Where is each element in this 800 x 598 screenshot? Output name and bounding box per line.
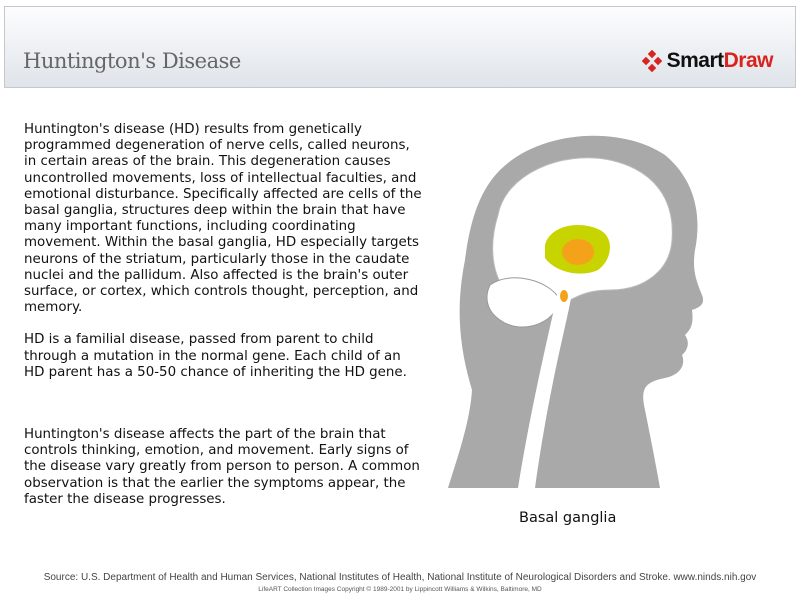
striatum-highlight xyxy=(562,239,594,265)
page-title: Huntington's Disease xyxy=(23,49,241,73)
illustration-caption: Basal ganglia xyxy=(519,510,617,526)
header-banner xyxy=(4,6,796,88)
copyright-note: LifeART Collection Images Copyright © 1989-2001 by Lippincott Williams & Wilkins, Baltimore, MD xyxy=(258,586,542,593)
intro-paragraph: Huntington's disease (HD) results from genetically programmed degeneration of nerve cells, called neurons, in certain areas of the brain. This degeneration causes uncontrolled movements, loss of intellectual faculties, and emotional disturbance. Specifically affected are cells of the basal ganglia, structures deep within the brain that have many important functions, including coordinating movement. Within the basal ganglia, HD especially targets neurons of the striatum, particularly those in the caudate nuclei and the pallidum. Also affected is the brain's outer surface, or cortex, which controls thought, perception, and memory. xyxy=(24,122,422,316)
symptoms-paragraph: Huntington's disease affects the part of the brain that controls thinking, emotion, and movement. Early signs of the disease vary greatly from person to person. A common observation is that the earlier the symptoms appear, the faster the disease progresses. xyxy=(24,427,420,507)
head-brain-illustration xyxy=(440,120,710,495)
logo-draw: Draw xyxy=(723,49,773,72)
genetics-paragraph: HD is a familial disease, passed from parent to child through a mutation in the normal gene. Each child of an HD parent has a 50-50 chance of inheriting the HD gene. xyxy=(24,332,407,380)
nucleus-highlight xyxy=(560,290,568,302)
source-citation: Source: U.S. Department of Health and Human Services, National Institutes of Health, National Institute of Neurological Disorders and Stroke. www.ninds.nih.gov xyxy=(43,572,757,583)
text-column xyxy=(24,122,424,508)
footer xyxy=(0,571,800,594)
logo-smart: Smart xyxy=(666,49,724,72)
smartdraw-diamond-icon xyxy=(641,50,663,72)
smartdraw-logo xyxy=(641,49,773,73)
